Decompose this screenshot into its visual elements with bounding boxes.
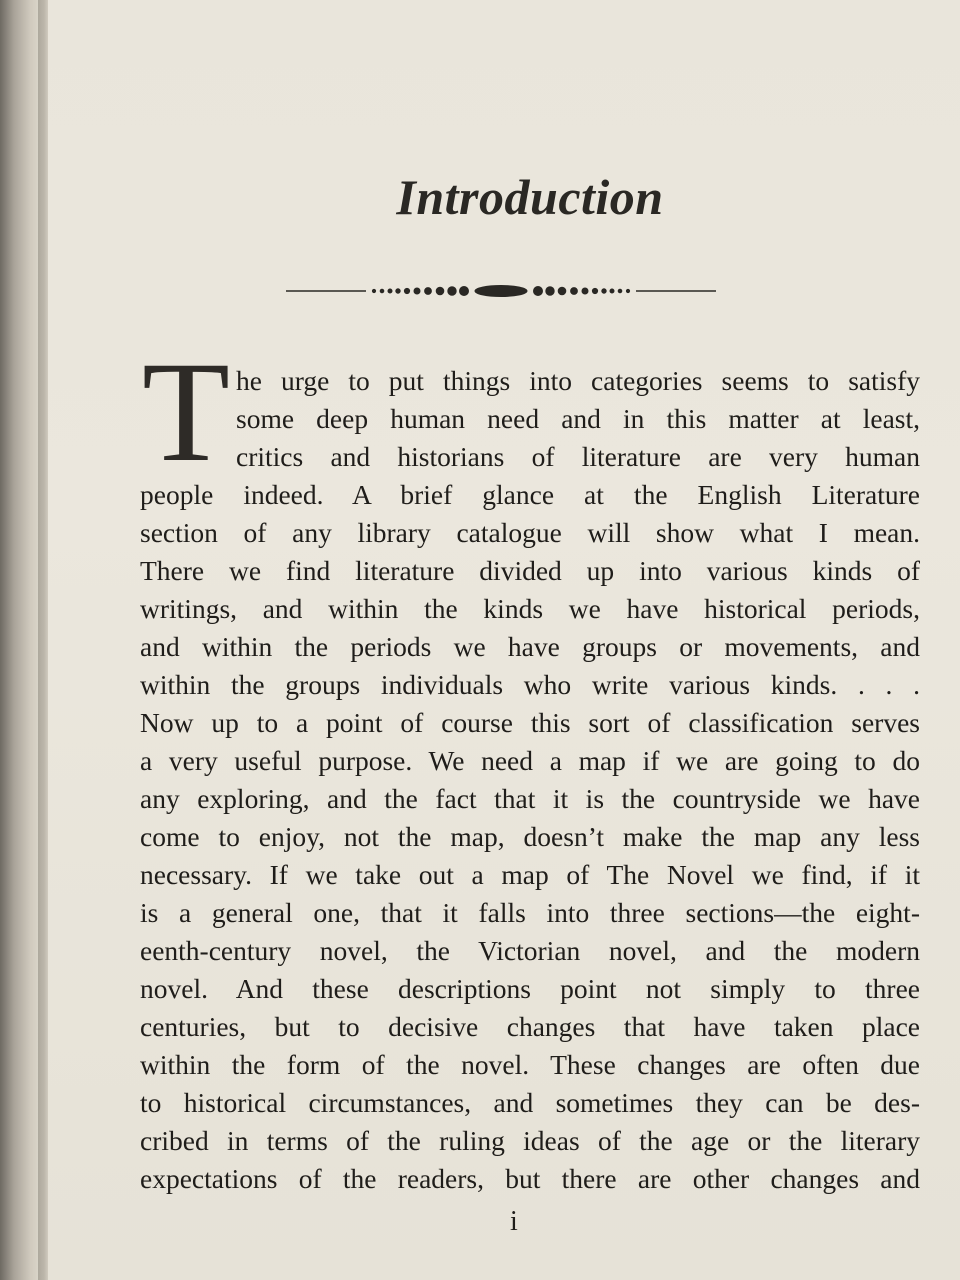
body-text — [140, 362, 920, 1198]
text-line: and within the periods we have groups or movements, and — [140, 631, 920, 662]
text-line: within the form of the novel. These changes are often due — [140, 1049, 920, 1080]
text-line: novel. And these descriptions point not simply to three — [140, 973, 920, 1004]
page-number: i — [510, 1206, 518, 1237]
ornament-divider — [286, 280, 716, 302]
text-line: necessary. If we take out a map of The Novel we find, if it — [140, 859, 920, 890]
text-line: There we find literature divided up into various kinds of — [140, 555, 920, 586]
page-title: Introduction — [396, 169, 664, 225]
text-line: come to enjoy, not the map, doesn’t make the map any less — [140, 821, 920, 852]
text-line: Now up to a point of course this sort of classification serves — [140, 707, 920, 738]
text-line: critics and historians of literature are very human — [236, 441, 920, 472]
drop-cap: T — [142, 333, 230, 492]
text-line: expectations of the readers, but there are other changes and — [140, 1163, 920, 1194]
text-line: cribed in terms of the ruling ideas of the age or the literary — [140, 1125, 920, 1156]
text-line: section of any library catalogue will show what I mean. — [140, 517, 920, 548]
text-line: centuries, but to decisive changes that have taken place — [140, 1011, 920, 1042]
text-line: people indeed. A brief glance at the English Literature — [140, 479, 920, 510]
text-line: some deep human need and in this matter at least, — [236, 403, 920, 434]
text-line: he urge to put things into categories seems to satisfy — [236, 365, 920, 396]
text-line: is a general one, that it falls into three sections—the eight- — [140, 897, 920, 928]
text-line: writings, and within the kinds we have historical periods, — [140, 593, 920, 624]
text-line: any exploring, and the fact that it is the countryside we have — [140, 783, 920, 814]
text-line: within the groups individuals who write various kinds. . . . — [140, 669, 920, 700]
text-line: a very useful purpose. We need a map if we are going to do — [140, 745, 920, 776]
text-line: to historical circumstances, and sometimes they can be des- — [140, 1087, 920, 1118]
text-line: eenth-century novel, the Victorian novel, and the modern — [140, 935, 920, 966]
